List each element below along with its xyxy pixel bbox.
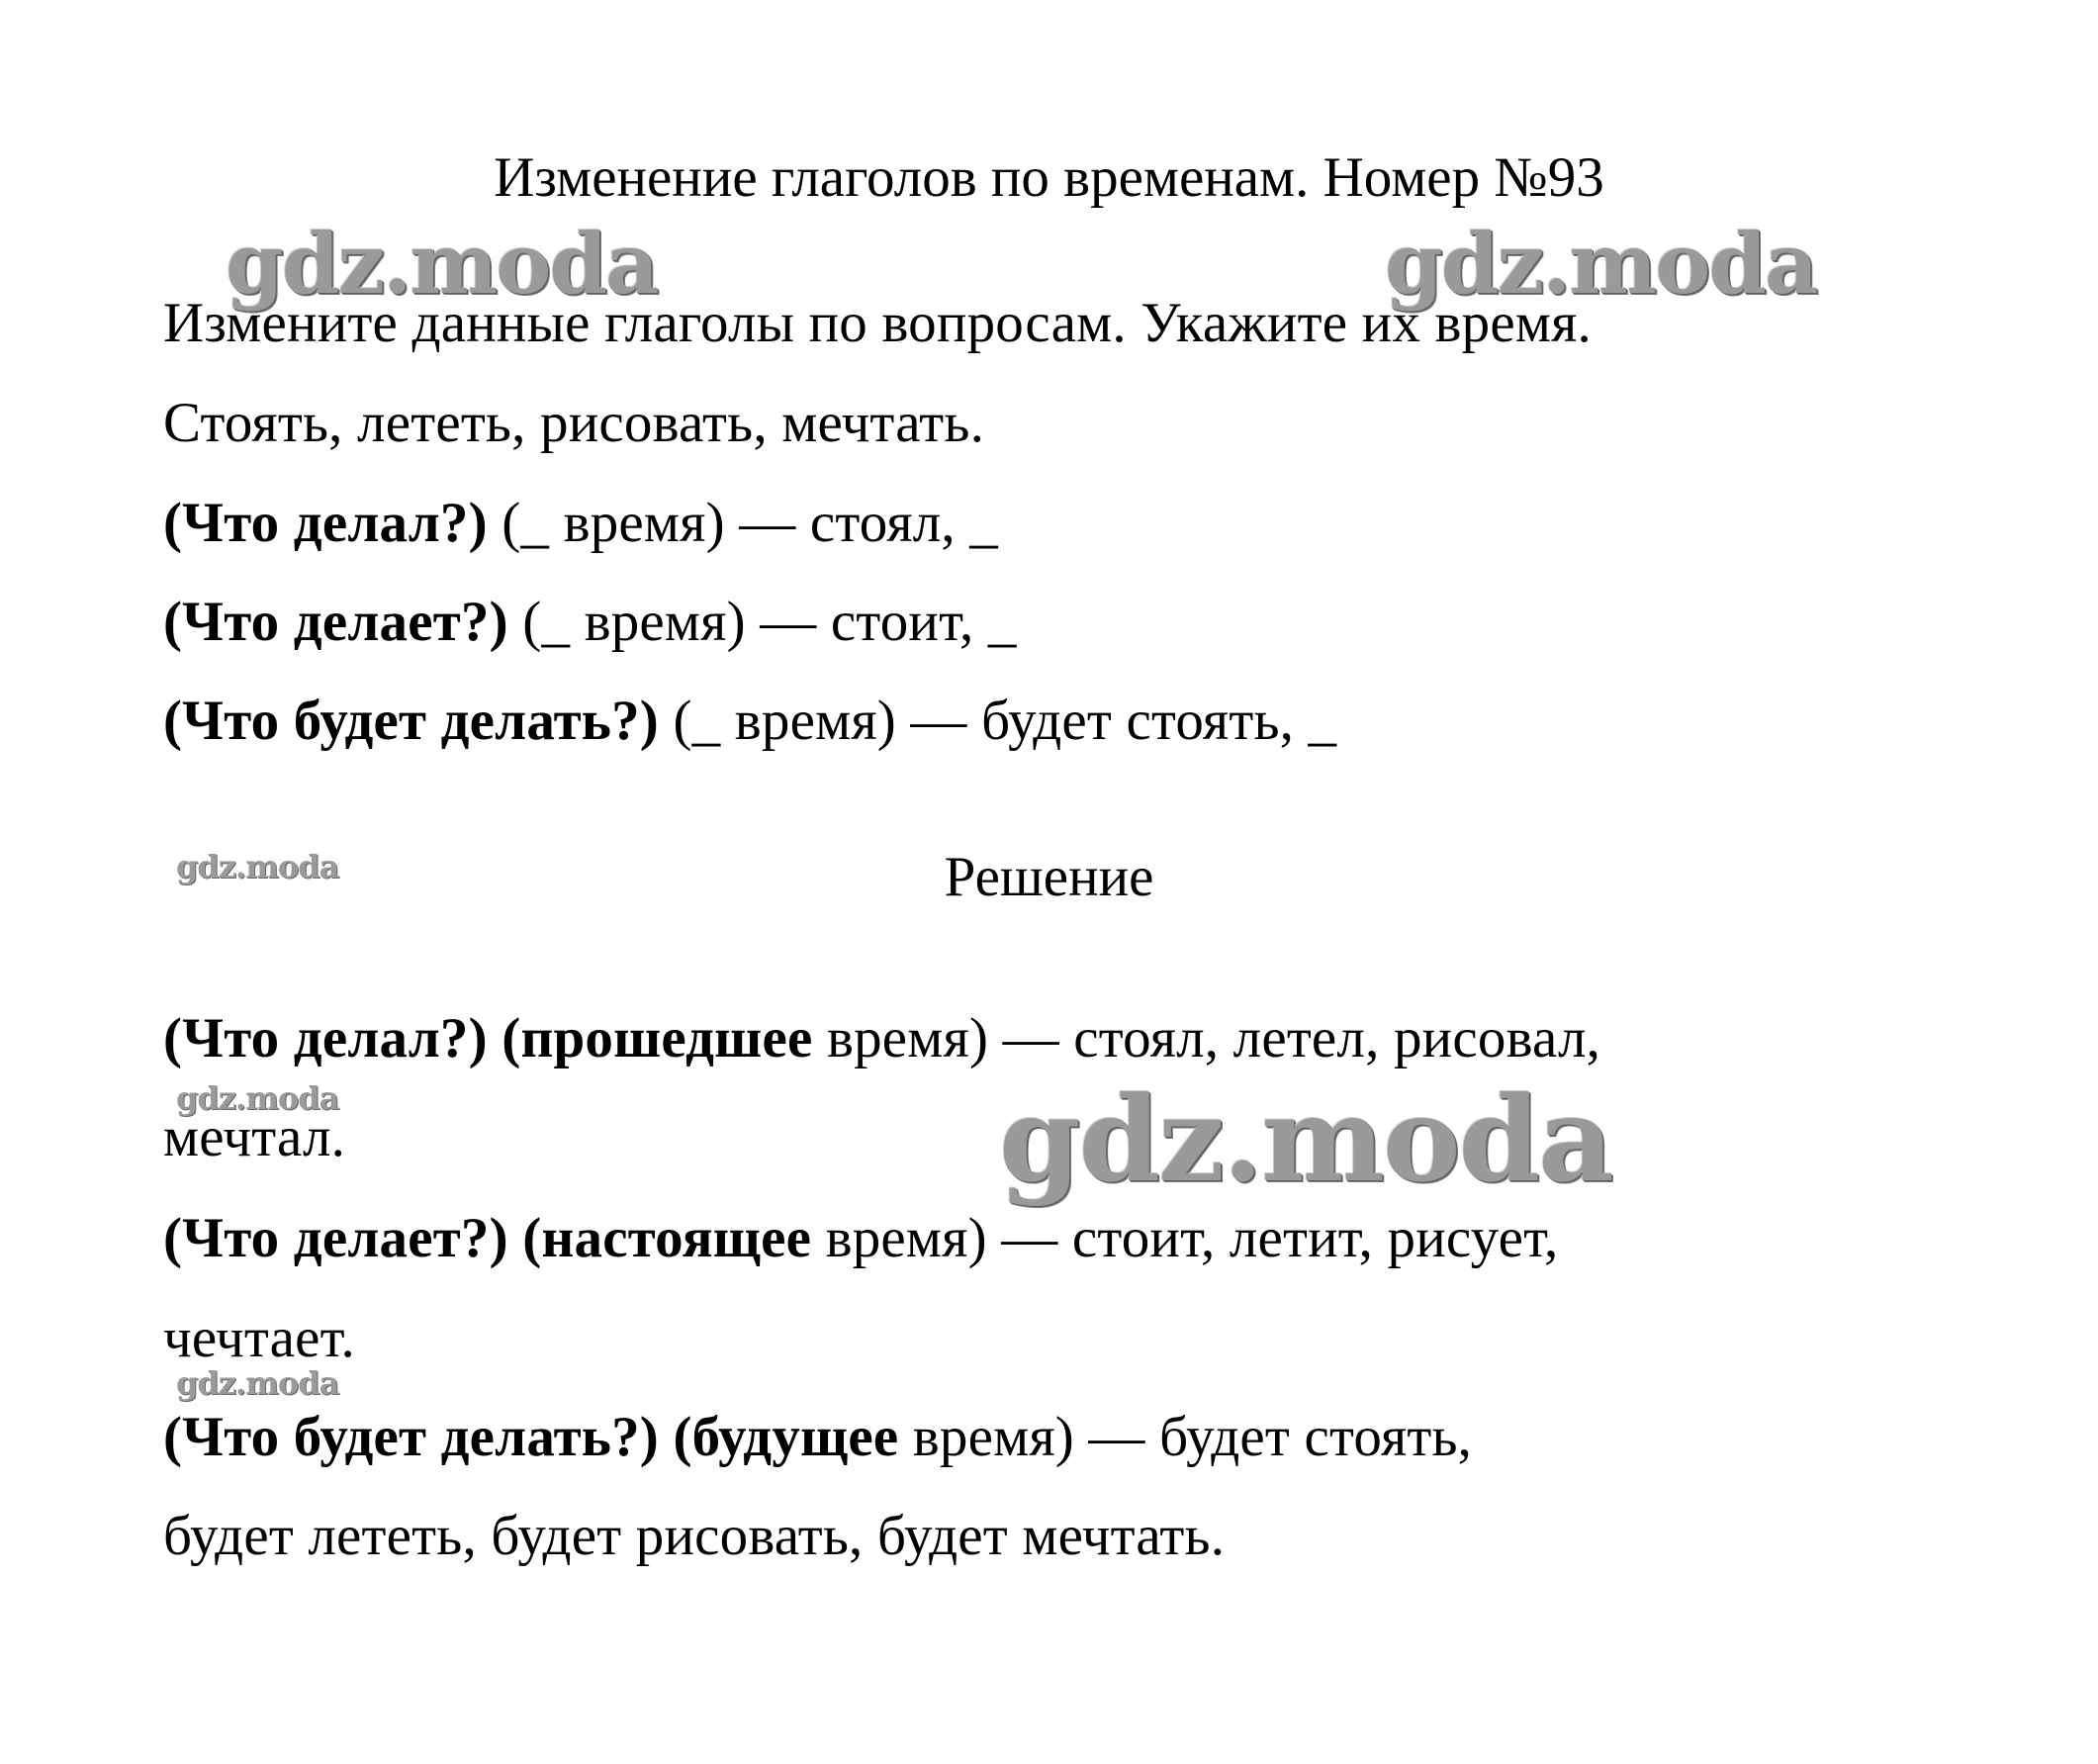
paren-open: ( [659, 1406, 692, 1468]
row-text: время) — стоял, летел, рисовал, [812, 1007, 1601, 1069]
row-text: (_ время) — стоял, _ [487, 492, 998, 554]
question-label: (Что делал?) [163, 1007, 488, 1069]
solution-row-present [163, 1204, 1558, 1273]
solution-heading: Решение [944, 846, 1154, 908]
page-title-text: Изменение глаголов по временам. Номер №93 [494, 146, 1604, 209]
row-text: (_ время) — будет стоять, _ [659, 690, 1337, 752]
row-text: время) — стоит, летит, рисует, [811, 1207, 1559, 1269]
watermark-logo-large: gdz.moda [999, 1070, 1612, 1208]
solution-row-future-cont: будет лететь, будет рисовать, будет мечтать. [163, 1505, 1226, 1567]
row-text: (_ время) — стоит, _ [507, 591, 1017, 653]
question-label: (Что делал?) [163, 492, 488, 554]
paren-open: ( [487, 1007, 521, 1069]
task-row-future [163, 687, 1336, 756]
task-row-past [163, 489, 998, 558]
solution-row-present-cont: чечтает. [163, 1307, 355, 1369]
tense-label: настоящее [541, 1207, 812, 1269]
watermark-logo-small: gdz.moda [176, 1079, 339, 1117]
solution-row-past [163, 1004, 1600, 1073]
question-label: (Что делает?) [163, 1207, 508, 1269]
question-label: (Что будет делать?) [163, 690, 659, 752]
page-title [0, 143, 2098, 213]
watermark-logo: gdz.moda [226, 215, 658, 313]
solution-row-future [163, 1403, 1472, 1472]
row-text: время) — будет стоять, [898, 1406, 1473, 1468]
paren-open: ( [507, 1207, 542, 1269]
watermark-logo: gdz.moda [1385, 215, 1817, 313]
solution-row-past-cont: мечтал. [163, 1106, 346, 1168]
tense-label: прошедшее [520, 1007, 813, 1069]
question-label: (Что делает?) [163, 591, 508, 653]
tense-label: будущее [691, 1406, 899, 1468]
task-instruction: Измените данные глаголы по вопросам. Укажите их время. [163, 292, 1592, 354]
task-verbs: Стоять, лететь, рисовать, мечтать. [163, 392, 985, 454]
question-label: (Что будет делать?) [163, 1406, 659, 1468]
watermark-logo-small: gdz.moda [176, 1364, 339, 1402]
task-row-present [163, 588, 1017, 657]
watermark-logo-small: gdz.moda [176, 848, 339, 885]
